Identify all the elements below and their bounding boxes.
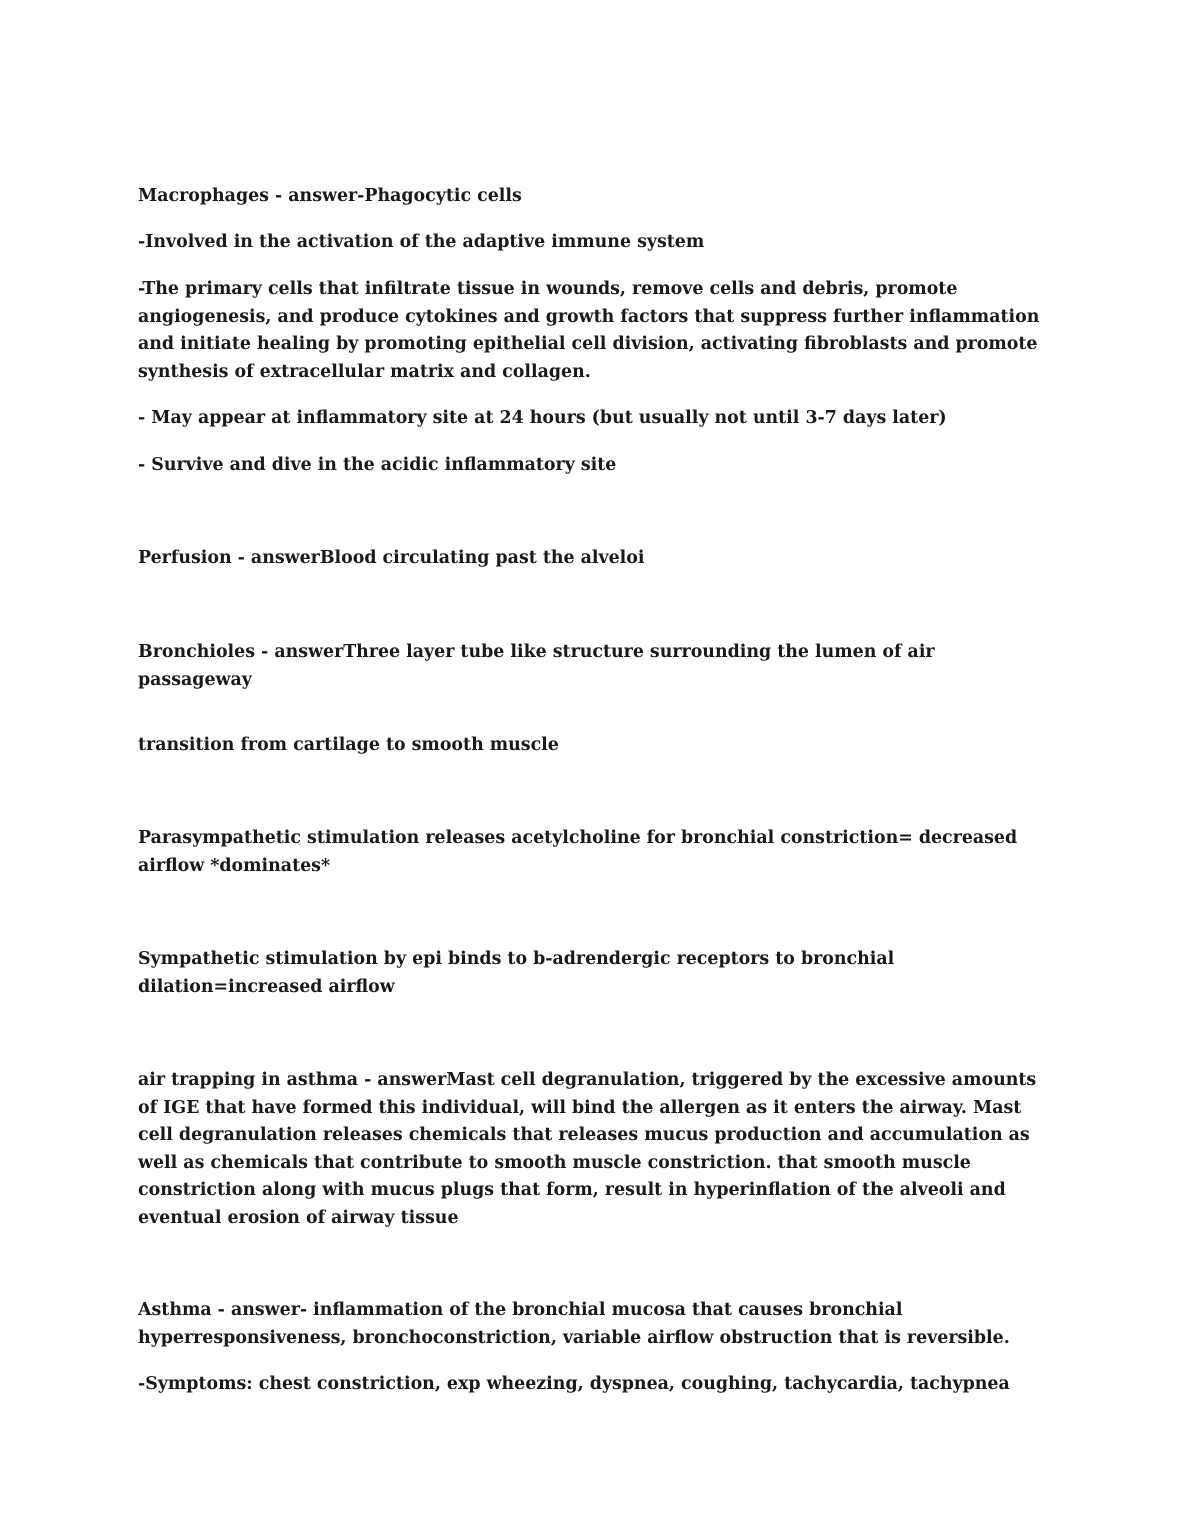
air-trapping-definition: air trapping in asthma - answerMast cell degranulation, triggered by the excessive amounts of IGE that have formed this individual, will bind the allergen as it enters the airway. Mast cell degranulation releases chemicals that releases mucus production and accumulation as well as chemicals that contribute to smooth muscle constriction. that smooth muscle constriction along with mucus plugs that form, result in hyperinflation of the alveoli and eventual erosion of airway tissue xyxy=(138,1070,1037,1228)
document-page xyxy=(138,0,1050,1540)
bronchioles-transition-note: transition from cartilage to smooth muscle xyxy=(138,735,559,755)
macrophages-point-timing: - May appear at inflammatory site at 24 hours (but usually not until 3-7 days later) xyxy=(138,408,947,428)
asthma-symptoms: -Symptoms: chest constriction, exp wheezing, dyspnea, coughing, tachycardia, tachypnea xyxy=(138,1374,1010,1394)
parasympathetic-note: Parasympathetic stimulation releases acetylcholine for bronchial constriction= decreased airflow *dominates* xyxy=(138,828,1018,876)
macrophages-definition: Macrophages - answer-Phagocytic cells xyxy=(138,186,522,206)
macrophages-point-adaptive-immunity: -Involved in the activation of the adaptive immune system xyxy=(138,232,705,252)
bronchioles-definition: Bronchioles - answerThree layer tube like structure surrounding the lumen of air passageway xyxy=(138,642,935,690)
asthma-definition: Asthma - answer- inflammation of the bronchial mucosa that causes bronchial hyperresponsiveness, bronchoconstriction, variable airflow obstruction that is reversible. xyxy=(138,1300,1010,1348)
sympathetic-note: Sympathetic stimulation by epi binds to b-adrendergic receptors to bronchial dilation=increased airflow xyxy=(138,949,895,997)
macrophages-point-wound-healing: -The primary cells that infiltrate tissue in wounds, remove cells and debris, promote angiogenesis, and produce cytokines and growth factors that suppress further inflammation and initiate healing by promoting epithelial cell division, activating fibroblasts and promote synthesis of extracellular matrix and collagen. xyxy=(138,279,1040,382)
perfusion-definition: Perfusion - answerBlood circulating past the alveloi xyxy=(138,548,645,568)
macrophages-point-acidic-site: - Survive and dive in the acidic inflammatory site xyxy=(138,455,617,475)
